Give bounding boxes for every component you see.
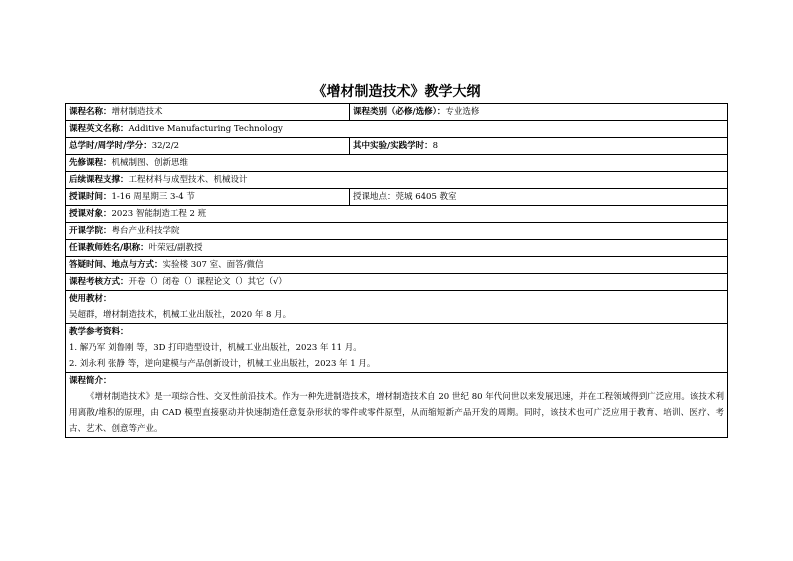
textbook-label: 使用教材： — [69, 294, 112, 304]
course-type-value: 专业选修 — [445, 107, 480, 117]
course-name-value: 增材制造技术 — [111, 107, 163, 117]
row-qa — [66, 257, 728, 274]
row-hours — [66, 138, 728, 155]
row-prerequisite — [66, 155, 728, 172]
intro-label: 课程简介： — [69, 376, 112, 386]
textbook-value: 吴超群，增材制造技术，机械工业出版社，2020 年 8 月。 — [69, 310, 292, 320]
teacher-label: 任课教师姓名/职称： — [69, 243, 149, 253]
schedule-value: 1-16 周星期三 3-4 节 — [111, 192, 195, 202]
course-en-name-label: 课程英文名称： — [69, 124, 129, 134]
qa-label: 答疑时间、地点与方式： — [69, 260, 163, 270]
college-label: 开课学院： — [69, 226, 112, 236]
row-teacher — [66, 240, 728, 257]
location-label: 授课地点： — [353, 192, 396, 202]
course-en-name-value: Additive Manufacturing Technology — [128, 124, 283, 134]
hours-value: 32/2/2 — [151, 141, 180, 151]
teacher-value: 叶荣冠/副教授 — [148, 243, 203, 253]
college-value: 粤台产业科技学院 — [111, 226, 180, 236]
schedule-label: 授课时间： — [69, 192, 112, 202]
row-schedule — [66, 189, 728, 206]
assessment-label: 课程考核方式： — [69, 277, 129, 287]
lab-hours-value: 8 — [432, 141, 439, 151]
row-target — [66, 206, 728, 223]
course-type-label: 课程类别（必修/选修）： — [353, 107, 446, 117]
hours-label: 总学时/周学时/学分： — [69, 141, 152, 151]
assessment-value: 开卷（）闭卷（）课程论文（）其它（√） — [128, 277, 287, 287]
target-label: 授课对象： — [69, 209, 112, 219]
row-textbook — [66, 291, 728, 324]
prerequisite-value: 机械制图、创新思维 — [111, 158, 189, 168]
intro-text: 《增材制造技术》是一项综合性、交叉性前沿技术。作为一种先进制造技术，增材制造技术自 20 世纪 80 年代问世以来发展迅速，并在工程领域得到广泛应用。该技术利用离散/堆积的原理，由 CAD 模型直接驱动并快速制造任意复杂形状的零件或零件原型，从而缩短新产品开发的周期。同时，该技术也可广泛应用于教育、培训、医疗、考古、艺术、创意等产业。 — [69, 392, 724, 434]
qa-value: 实验楼 307 室、面答/微信 — [162, 260, 264, 270]
reference-item: 1. 解乃军 刘鲁刚 等，3D 打印造型设计，机械工业出版社，2023 年 11 月。 — [69, 343, 362, 353]
row-intro — [66, 373, 728, 438]
prerequisite-label: 先修课程： — [69, 158, 112, 168]
references-label: 教学参考资料： — [69, 327, 129, 337]
syllabus-table — [65, 103, 728, 438]
row-assessment — [66, 274, 728, 291]
location-value: 莞城 6405 教室 — [395, 192, 457, 202]
row-follow-up — [66, 172, 728, 189]
course-name-label: 课程名称： — [69, 107, 112, 117]
row-course-name — [66, 104, 728, 121]
reference-item: 2. 刘永利 张静 等，逆向建模与产品创新设计，机械工业出版社，2023 年 1 月。 — [69, 359, 376, 369]
row-course-en-name — [66, 121, 728, 138]
row-college — [66, 223, 728, 240]
target-value: 2023 智能制造工程 2 班 — [111, 209, 207, 219]
follow-up-value: 工程材料与成型技术、机械设计 — [128, 175, 248, 185]
lab-hours-label: 其中实验/实践学时： — [353, 141, 433, 151]
row-references — [66, 324, 728, 373]
follow-up-label: 后续课程支撑： — [69, 175, 129, 185]
document-title: 《增材制造技术》教学大纲 — [312, 84, 481, 100]
